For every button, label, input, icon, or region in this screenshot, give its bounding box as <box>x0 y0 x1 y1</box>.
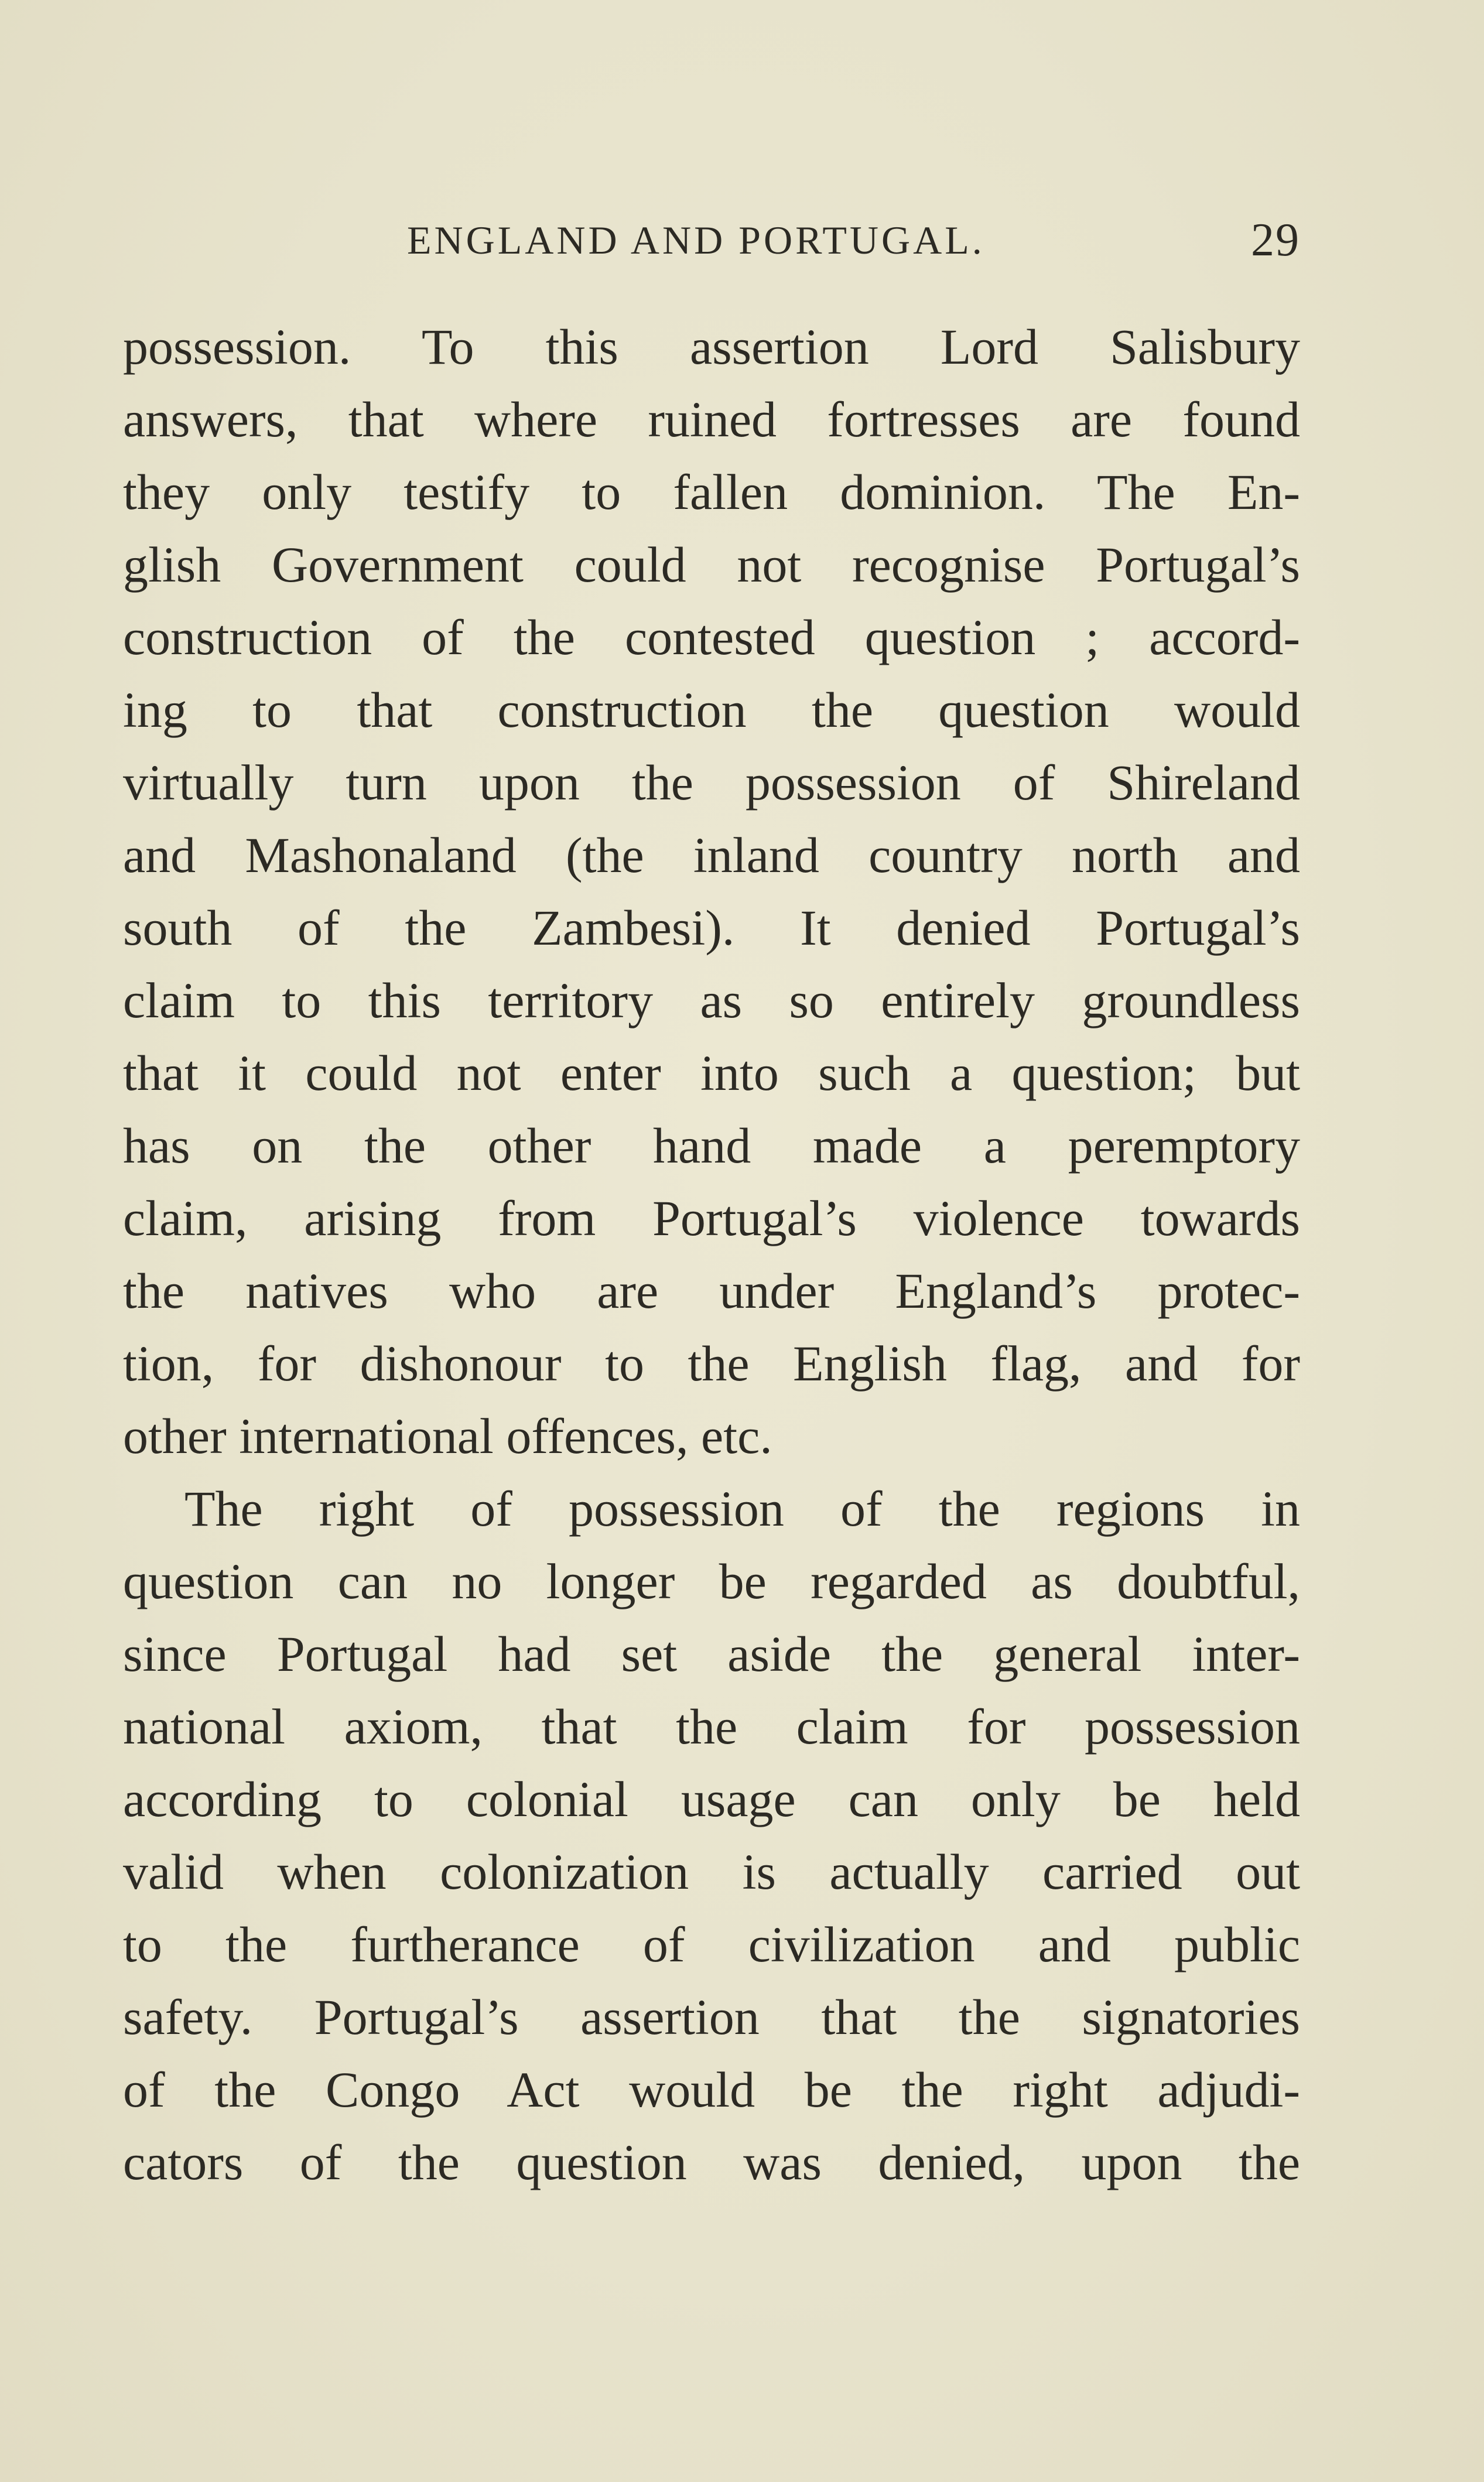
text-line: tion, for dishonour to the English flag, and for <box>123 1335 1300 1392</box>
text-line: they only testify to fallen dominion. The En- <box>123 464 1300 520</box>
text-line: claim to this territory as so entirely groundless <box>123 972 1300 1028</box>
text-line: glish Government could not recognise Portugal’s <box>123 536 1300 593</box>
paragraph-start-line: The right of possession of the regions in <box>184 1481 1300 1537</box>
text-line: since Portugal had set aside the general inter- <box>123 1626 1300 1682</box>
text-line: that it could not enter into such a question; but <box>123 1045 1300 1101</box>
text-line: of the Congo Act would be the right adjudi- <box>123 2062 1300 2118</box>
text-line: claim, arising from Portugal’s violence towards <box>123 1190 1300 1246</box>
text-line: possession. To this assertion Lord Salisbury <box>123 319 1300 375</box>
running-head <box>123 211 1300 269</box>
text-line: answers, that where ruined fortresses are found <box>123 391 1300 447</box>
text-line: virtually turn upon the possession of Shireland <box>123 754 1300 811</box>
text-line: has on the other hand made a peremptory <box>123 1117 1300 1174</box>
text-line: according to colonial usage can only be held <box>123 1771 1300 1827</box>
text-line: valid when colonization is actually carried out <box>123 1844 1300 1900</box>
paragraph-end-line: other international offences, etc. <box>123 1408 772 1464</box>
text-line: south of the Zambesi). It denied Portugal’s <box>123 900 1300 956</box>
text-line: safety. Portugal’s assertion that the signatories <box>123 1989 1300 2045</box>
text-line: and Mashonaland (the inland country north and <box>123 827 1300 883</box>
text-line: question can no longer be regarded as doubtful, <box>123 1553 1300 1609</box>
page-number: 29 <box>1251 214 1300 266</box>
text-line: national axiom, that the claim for possession <box>123 1698 1300 1755</box>
body-text <box>123 310 1300 2199</box>
text-line: construction of the contested question ; accord- <box>123 609 1300 665</box>
text-line: ing to that construction the question would <box>123 682 1300 738</box>
text-line: cators of the question was denied, upon the <box>123 2134 1300 2190</box>
text-line: to the furtherance of civilization and public <box>123 1916 1300 1972</box>
text-line: the natives who are under England’s protec- <box>123 1263 1300 1319</box>
running-title: ENGLAND AND PORTUGAL. <box>407 218 985 262</box>
